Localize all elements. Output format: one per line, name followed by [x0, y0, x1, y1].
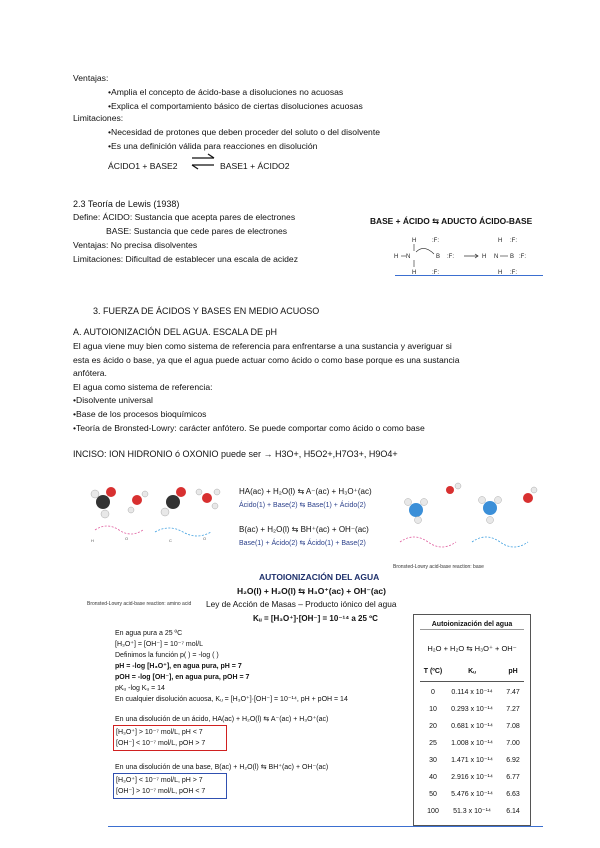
ventajas-item: • Explica el comportamiento básico de ciertas disoluciones acuosas: [108, 101, 363, 112]
acid-molecules-illustration: [85, 480, 235, 552]
figure-caption-left: Bronsted-Lowry acid-base reaction: amino acid: [87, 601, 192, 607]
base-solution-line: En una disolución de una base, B(ac) + H₂O(l) ⇆ BH⁺(ac) + OH⁻(ac): [115, 764, 329, 771]
base-molecules-illustration: [392, 480, 542, 560]
lewis-limitaciones: Limitaciones: Dificultad de establecer una escala de acidez: [73, 254, 298, 264]
inciso-line: INCISO: ION HIDRONIO ó OXONIO puede ser → H3O+, H5O2+,H7O3+, H9O4+: [73, 449, 398, 459]
water-fact: En cualquier disolución acuosa, Kᵤ = [H₃O⁺]·[OH⁻] = 10⁻¹⁴, pH + pOH = 14: [115, 696, 348, 703]
svg-text:H: H: [482, 254, 487, 260]
kw-expression: Kᵤ = [H₃O⁺]·[OH⁻] = 10⁻¹⁴ a 25 ºC: [253, 614, 378, 623]
section3-paragraph: esta es ácido o base, ya que el agua puede actuar como ácido o como base porque es una sustancia: [73, 355, 460, 365]
svg-text:H: H: [412, 238, 417, 244]
header-ph: pH: [508, 668, 518, 675]
cell-t: 20: [429, 723, 437, 730]
svg-text:C: C: [169, 538, 172, 543]
kw-table-divider: [420, 629, 524, 630]
mass-action-law: Ley de Acción de Masas – Producto iónico del agua: [206, 599, 397, 609]
cell-ph: 7.08: [506, 723, 520, 730]
svg-text::F:: :F:: [519, 254, 526, 260]
cell-t: 30: [429, 757, 437, 764]
header-kw: Kᵤ: [468, 668, 476, 675]
cell-t: 50: [429, 791, 437, 798]
reference-system-title: El agua como sistema de referencia:: [73, 382, 213, 392]
svg-text:H: H: [91, 538, 94, 543]
cell-ph: 6.77: [506, 774, 520, 781]
water-fact: pKᵤ -log Kᵤ = 14: [115, 685, 165, 692]
svg-text:H: H: [394, 254, 399, 260]
limitaciones-item: • Es una definición válida para reacciones en disolución: [108, 141, 317, 152]
figure-bottom-rule: [108, 826, 543, 827]
water-fact: pOH = -log [OH⁻], en agua pura, pOH = 7: [115, 674, 250, 681]
autoionization-equation: H₂O(l) + H₂O(l) ⇆ H₃O⁺(ac) + OH⁻(ac): [237, 586, 386, 596]
svg-text:H: H: [412, 270, 417, 276]
svg-text:O: O: [125, 536, 129, 541]
base-equation-roles: Base(1) + Ácido(2) ⇆ Ácido(1) + Base(2): [239, 540, 366, 547]
svg-text::F:: :F:: [510, 238, 517, 244]
autoionization-title: AUTOIONIZACIÓN DEL AGUA: [259, 572, 380, 582]
lewis-figure-underline: [395, 275, 543, 276]
equilibrium-right: BASE1 + ÁCIDO2: [220, 161, 290, 171]
water-fact: [H₃O⁺] = [OH⁻] = 10⁻⁷ mol/L: [115, 641, 204, 648]
cell-kw: 51.3 x 10⁻¹⁴: [453, 808, 491, 815]
cell-kw: 2.916 x 10⁻¹⁴: [451, 774, 493, 781]
acid-equation: HA(ac) + H₂O(l) ⇆ A⁻(ac) + H₃O⁺(ac): [239, 487, 372, 496]
cell-ph: 7.47: [506, 689, 520, 696]
water-fact: En agua pura a 25 ºC: [115, 630, 183, 637]
cell-ph: 6.92: [506, 757, 520, 764]
svg-text:B: B: [436, 254, 441, 260]
equilibrium-left: ÁCIDO1 + BASE2: [108, 161, 178, 171]
cell-ph: 7.27: [506, 706, 520, 713]
svg-text:N: N: [494, 254, 499, 260]
reference-item: • Disolvente universal: [73, 395, 153, 406]
svg-text:H: H: [498, 270, 503, 276]
cell-kw: 0.114 x 10⁻¹⁴: [451, 689, 493, 696]
cell-t: 0: [431, 689, 435, 696]
cell-t: 10: [429, 706, 437, 713]
cell-kw: 0.293 x 10⁻¹⁴: [451, 706, 493, 713]
kw-table-equation: H₂O + H₂O ⇆ H₃O⁺ + OH⁻: [427, 644, 517, 653]
section3-heading: 3. FUERZA DE ÁCIDOS Y BASES EN MEDIO ACUOSO: [93, 306, 320, 316]
kw-table-header-rule: [420, 681, 524, 682]
water-fact: Definimos la función p( ) = -log ( ): [115, 652, 219, 659]
acid-condition: [H₃O⁺] > 10⁻⁷ mol/L, pH < 7: [116, 729, 203, 736]
equilibrium-arrows-icon: [190, 152, 216, 172]
reference-item: • Teoría de Bronsted-Lowry: carácter anfótero. Se puede comportar como ácido o como base: [73, 423, 425, 434]
cell-t: 40: [429, 774, 437, 781]
water-fact: pH = -log [H₃O⁺], en agua pura, pH = 7: [115, 663, 242, 670]
svg-text:B: B: [510, 254, 515, 260]
acid-condition: [OH⁻] < 10⁻⁷ mol/L, pOH > 7: [116, 740, 206, 747]
section3-subheading: A. AUTOIONIZACIÓN DEL AGUA. ESCALA DE pH: [73, 327, 278, 337]
limitaciones-item: • Necesidad de protones que deben proceder del soluto o del disolvente: [108, 127, 380, 138]
svg-text:N: N: [406, 254, 411, 260]
cell-kw: 0.681 x 10⁻¹⁴: [451, 723, 493, 730]
cell-kw: 1.008 x 10⁻¹⁴: [451, 740, 493, 747]
ventajas-heading: Ventajas:: [73, 73, 109, 83]
base-equation: B(ac) + H₂O(l) ⇆ BH⁺(ac) + OH⁻(ac): [239, 525, 369, 534]
base-condition: [OH⁻] > 10⁻⁷ mol/L, pOH < 7: [116, 788, 206, 795]
cell-kw: 5.476 x 10⁻¹⁴: [451, 791, 493, 798]
svg-text:H: H: [498, 238, 503, 244]
base-condition: [H₃O⁺] < 10⁻⁷ mol/L, pH > 7: [116, 777, 203, 784]
limitaciones-heading: Limitaciones:: [73, 113, 124, 123]
kw-table-header: [422, 666, 524, 680]
svg-text::F:: :F:: [432, 270, 439, 276]
lewis-define-base: BASE: Sustancia que cede pares de electrones: [106, 226, 288, 236]
acid-solution-line: En una disolución de un ácido, HA(ac) + H₂O(l) ⇆ A⁻(ac) + H₃O⁺(ac): [115, 716, 329, 723]
table-row: [422, 806, 524, 820]
cell-ph: 7.00: [506, 740, 520, 747]
lewis-define-acid: Define: ÁCIDO: Sustancia que acepta pares de electrones: [73, 212, 296, 222]
table-row: [422, 721, 524, 735]
cell-t: 100: [427, 808, 439, 815]
cell-ph: 6.63: [506, 791, 520, 798]
cell-kw: 1.471 x 10⁻¹⁴: [451, 757, 493, 764]
table-row: [422, 755, 524, 769]
section3-paragraph: anfótera.: [73, 368, 107, 378]
acid-equation-roles: Ácido(1) + Base(2) ⇆ Base(1) + Ácido(2): [239, 502, 366, 509]
lewis-heading: 2.3 Teoría de Lewis (1938): [73, 199, 180, 209]
lewis-figure-title: BASE + ÁCIDO ⇆ ADUCTO ÁCIDO-BASE: [370, 216, 533, 226]
svg-text:O: O: [203, 536, 207, 541]
figure-caption-right: Bronsted-Lowry acid-base reaction: base: [393, 564, 484, 570]
table-row: [422, 772, 524, 786]
cell-t: 25: [429, 740, 437, 747]
svg-text::F:: :F:: [510, 270, 517, 276]
table-row: [422, 704, 524, 718]
kw-temperature-table: [413, 614, 531, 826]
ventajas-item: • Amplia el concepto de ácido-base a disoluciones no acuosas: [108, 87, 343, 98]
header-temperature: T (ºC): [423, 668, 443, 675]
section3-paragraph: El agua viene muy bien como sistema de referencia para enfrentarse a una sustancia y averiguar si: [73, 341, 452, 351]
table-row: [422, 789, 524, 803]
cell-ph: 6.14: [506, 808, 520, 815]
reference-item: • Base de los procesos bioquímicos: [73, 409, 206, 420]
table-row: [422, 687, 524, 701]
kw-table-title: Autoionización del agua: [431, 621, 513, 628]
svg-text::F:: :F:: [432, 238, 439, 244]
table-row: [422, 738, 524, 752]
svg-text::F:: :F:: [447, 254, 454, 260]
lewis-ventajas: Ventajas: No precisa disolventes: [73, 240, 198, 250]
